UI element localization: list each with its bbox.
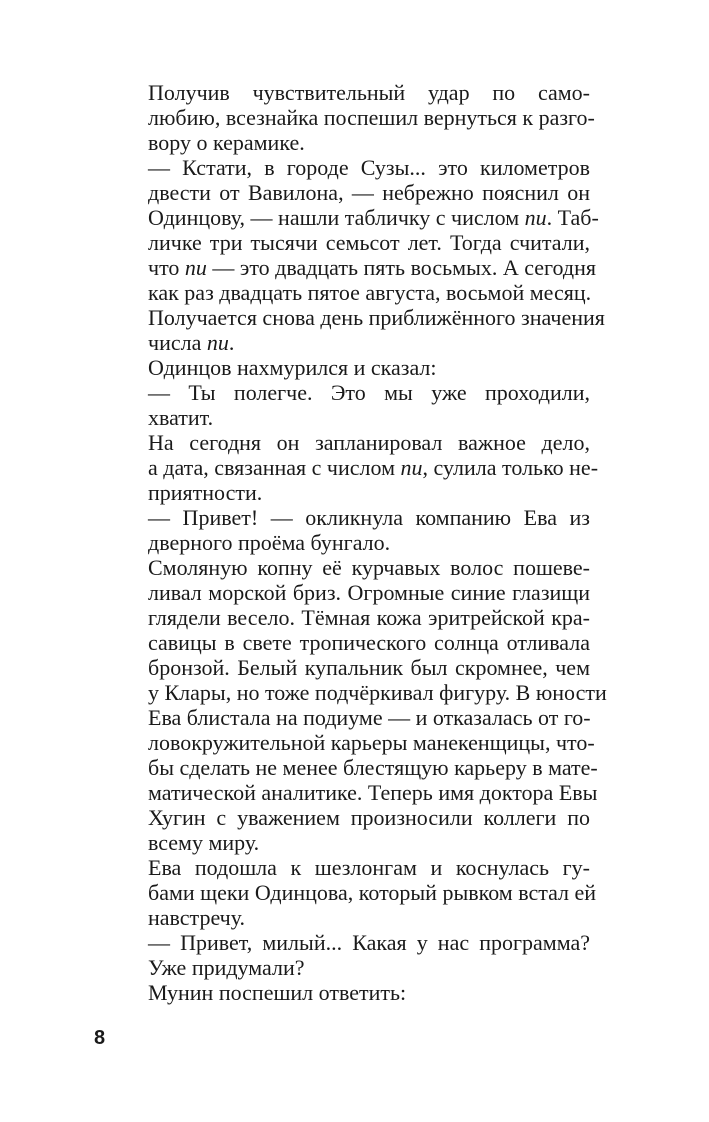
page-number: 8 [94,1027,106,1049]
text-line: всему миру. [148,830,260,855]
text-line: Одинцов нахмурился и сказал: [148,355,437,380]
text-line: навстречу. [148,905,246,930]
text-line: глядели весело. Тёмная кожа эритрейской кра- [148,605,590,630]
text-line: матической аналитике. Теперь имя доктора Евы [148,780,598,805]
text-line: Ева блистала на подиуме — и отказалась от го- [148,705,591,730]
text-line: ливал морской бриз. Огромные синие глазищи [148,580,590,605]
paragraph [120,930,590,980]
paragraph [120,355,590,380]
text-line: Одинцову, — нашли табличку с числом пи. Таб- [148,205,599,230]
text-line: дверного проёма бунгало. [148,530,391,555]
page-text [120,80,607,1005]
text-line: числа пи. [148,330,235,355]
paragraph [120,855,597,930]
text-line: приятности. [148,480,263,505]
text-line: ловокружительной карьеры манекенщицы, что- [148,730,595,755]
paragraph [120,505,590,555]
text-line: вору о керамике. [148,130,305,155]
text-line: Получается снова день приближённого значения [148,305,605,330]
paragraph [120,155,605,355]
text-line: любию, всезнайка поспешил вернуться к разго- [148,105,595,130]
text-line: а дата, связанная с числом пи, сулила только не- [148,455,599,480]
text-line: Уже придумали? [148,955,305,980]
paragraph [120,980,590,1005]
text-line: что пи — это двадцать пять восьмых. А сегодня [148,255,596,280]
paragraph [120,380,590,430]
text-line: бы сделать не менее блестящую карьеру в мате- [148,755,598,780]
paragraph [120,555,607,855]
text-line: Мунин поспешил ответить: [148,980,407,1005]
text-line: двести от Вавилона, — небрежно пояснил он [148,180,590,205]
text-line: бами щеки Одинцова, который рывком встал ей [148,880,597,905]
text-line: — Ты полегче. Это мы уже проходили, [148,380,590,405]
text-line: — Кстати, в городе Сузы... это километров [148,155,590,180]
paragraph [120,430,599,505]
text-line: бронзой. Белый купальник был скромнее, чем [148,655,590,680]
text-line: Смоляную копну её курчавых волос пошеве- [148,555,590,580]
text-line: На сегодня он запланировал важное дело, [148,430,590,455]
text-line: Ева подошла к шезлонгам и коснулась гу- [148,855,590,880]
paragraph [120,80,595,155]
text-line: — Привет, милый... Какая у нас программа? [148,930,590,955]
text-line: как раз двадцать пятое августа, восьмой месяц. [148,280,592,305]
text-line: хватит. [148,405,214,430]
text-line: у Клары, но тоже подчёркивал фигуру. В юности [148,680,607,705]
text-line: Хугин с уважением произносили коллеги по [148,805,590,830]
text-line: Получив чувствительный удар по само- [148,80,590,105]
text-line: савицы в свете тропического солнца отливала [148,630,590,655]
text-line: — Привет! — окликнула компанию Ева из [148,505,590,530]
text-line: личке три тысячи семьсот лет. Тогда считали, [148,230,590,255]
